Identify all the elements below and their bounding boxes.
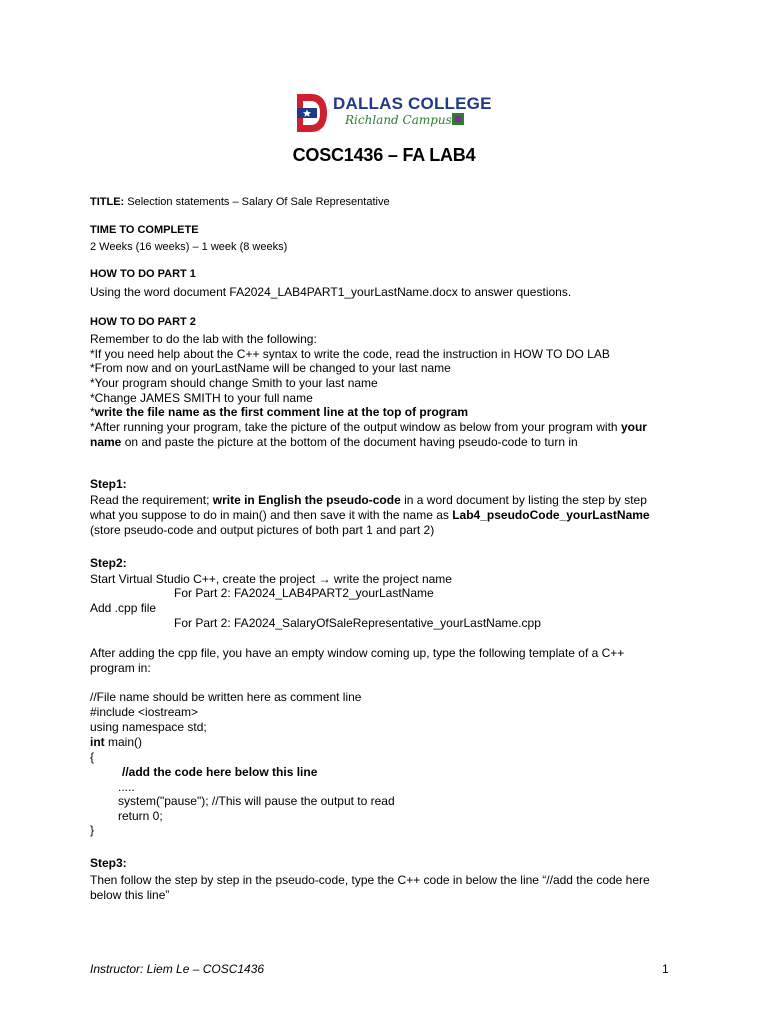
step3-line1: Then follow the step by step in the pseudo-code, type the C++ code in below the line “//add the code here	[90, 873, 650, 887]
time-heading: TIME TO COMPLETE	[90, 224, 199, 236]
code-keyword: int	[90, 735, 105, 749]
step2-line3: Add .cpp file	[90, 601, 157, 615]
code-line: return 0;	[118, 809, 163, 823]
step2-line5: After adding the cpp file, you have an empty window coming up, type the following template of a C++	[90, 646, 625, 660]
footer-instructor: Instructor: Liem Le – COSC1436	[90, 962, 265, 976]
part2-line: *If you need help about the C++ syntax to write the code, read the instruction in HOW TO DO LAB	[90, 347, 610, 361]
step3-heading: Step3:	[90, 856, 127, 870]
part2-bold-text: write the file name as the first comment line at the top of program	[94, 405, 469, 419]
part2-after-rest: on and paste the picture at the bottom of the document having pseudo-code to turn in	[121, 435, 578, 449]
title-line	[90, 195, 390, 210]
code-line	[90, 735, 142, 750]
part2-bold-line	[90, 405, 468, 420]
code-line: .....	[118, 780, 135, 794]
dallas-college-d-mark-icon	[295, 92, 329, 134]
step1-line3: (store pseudo-code and output pictures of both part 1 and part 2)	[90, 523, 435, 537]
code-line: }	[90, 823, 95, 837]
step1-text: in a word document by listing the step by step	[400, 493, 647, 507]
step2-line6: program in:	[90, 661, 151, 675]
step1-text: what you suppose to do in main() and then save it with the name as	[90, 508, 453, 522]
code-line: {	[90, 750, 95, 764]
title-label: TITLE:	[90, 196, 125, 208]
part2-after-line2	[90, 435, 578, 450]
step1-bold-filename: Lab4_pseudoCode_yourLastName	[452, 508, 650, 522]
logo-campus-text: Richland Campus	[345, 113, 452, 127]
title-value: Selection statements – Salary Of Sale Representative	[127, 196, 390, 208]
part2-bold-star: *	[90, 405, 95, 419]
code-line: system("pause"); //This will pause the output to read	[118, 794, 395, 808]
part2-line: *Change JAMES SMITH to your full name	[90, 391, 313, 405]
part1-heading: HOW TO DO PART 1	[90, 268, 196, 280]
code-line: #include <iostream>	[90, 705, 199, 719]
step2-line2: For Part 2: FA2024_LAB4PART2_yourLastName	[174, 586, 434, 600]
code-text: main()	[104, 735, 143, 749]
step1-bold: write in English the pseudo-code	[212, 493, 401, 507]
code-line: //File name should be written here as comment line	[90, 690, 362, 704]
part2-line: Remember to do the lab with the following:	[90, 332, 317, 346]
part2-after-line1	[90, 420, 647, 435]
step2-line1: Start Virtual Studio C++, create the project → write the project name	[90, 572, 452, 586]
step1-text: Read the requirement;	[90, 493, 213, 507]
logo-badge-inner-icon	[455, 116, 461, 122]
part2-after-bold-your: your	[620, 420, 647, 434]
step1-line1	[90, 493, 647, 508]
document-title: COSC1436 – FA LAB4	[292, 145, 476, 165]
step2-heading: Step2:	[90, 556, 127, 570]
part1-text: Using the word document FA2024_LAB4PART1_yourLastName.docx to answer questions.	[90, 285, 572, 299]
step2-line4: For Part 2: FA2024_SalaryOfSaleRepresentative_yourLastName.cpp	[174, 616, 541, 630]
step3-line2: below this line”	[90, 888, 170, 902]
step1-heading: Step1:	[90, 477, 127, 491]
step1-line2	[90, 508, 650, 523]
part2-line: *Your program should change Smith to your last name	[90, 376, 378, 390]
footer-page-number: 1	[662, 962, 669, 976]
time-value: 2 Weeks (16 weeks) – 1 week (8 weeks)	[90, 241, 288, 253]
logo-brand-text: DALLAS COLLEGE	[333, 94, 492, 113]
part2-line: *From now and on yourLastName will be changed to your last name	[90, 361, 451, 375]
code-line: using namespace std;	[90, 720, 207, 734]
dallas-college-logo	[295, 92, 492, 134]
part2-heading: HOW TO DO PART 2	[90, 316, 196, 328]
code-comment-bold: //add the code here below this line	[122, 765, 318, 779]
part2-after-text: *After running your program, take the picture of the output window as below from your program with	[90, 420, 621, 434]
part2-after-bold-name: name	[90, 435, 122, 449]
